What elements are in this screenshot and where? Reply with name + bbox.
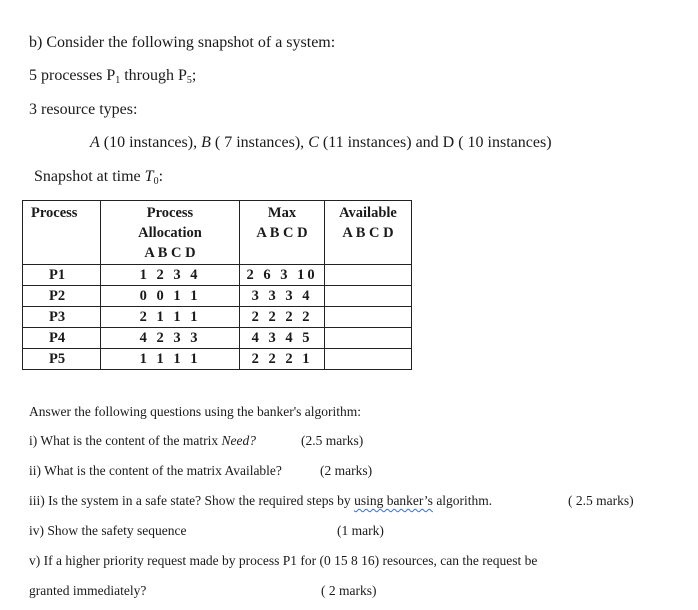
cell-max: 2 2 2 1 — [240, 349, 325, 370]
cell-process-text: P4 — [49, 330, 66, 346]
cell-process-text: P1 — [49, 267, 66, 283]
question-4: iv) Show the safety sequence — [29, 523, 187, 538]
cell-allocation: 4 2 3 3 — [101, 328, 240, 349]
cell-process-text: P5 — [49, 351, 66, 367]
question-5-continued: granted immediately? — [29, 583, 147, 598]
question-1-italic: Need? — [221, 433, 256, 448]
cell-allocation: 0 0 1 1 — [101, 286, 240, 307]
instances-c-letter: C — [308, 134, 319, 151]
cell-process — [23, 286, 101, 307]
processes-mid: through P — [120, 67, 187, 84]
question-3-tail: algorithm. — [432, 493, 493, 508]
question-2: ii) What is the content of the matrix Available? — [29, 463, 282, 478]
cell-max: 4 3 4 5 — [240, 328, 325, 349]
header-allocation-line2: Allocation — [138, 225, 202, 241]
table-row — [23, 286, 412, 307]
instances-line — [90, 134, 552, 152]
table-header-row — [23, 201, 412, 265]
cell-process — [23, 349, 101, 370]
resource-types-line — [29, 101, 137, 119]
header-allocation-line3: A B C D — [144, 245, 196, 261]
cell-available — [325, 286, 412, 307]
header-available-line1: Available — [339, 205, 397, 221]
header-allocation — [101, 201, 240, 265]
instances-a-letter: A — [90, 134, 100, 151]
part-b-label: b) Consider the following snapshot of a system: — [29, 34, 336, 51]
cell-available — [325, 349, 412, 370]
question-1 — [29, 433, 256, 449]
header-process-label: Process — [31, 205, 78, 221]
instances-a-text: (10 instances), — [99, 134, 202, 151]
questions-intro: Answer the following questions using the banker's algorithm: — [29, 404, 362, 419]
table-row — [23, 349, 412, 370]
question-2-marks: (2 marks) — [320, 463, 373, 478]
table-row — [23, 265, 412, 286]
cell-allocation: 2 1 1 1 — [101, 307, 240, 328]
cell-allocation: 1 1 1 1 — [101, 349, 240, 370]
cell-max: 2 6 3 10 — [240, 265, 325, 286]
snapshot-t: T — [144, 168, 154, 185]
header-available-line2: A B C D — [342, 225, 394, 241]
table-row — [23, 307, 412, 328]
question-5-marks: ( 2 marks) — [321, 583, 377, 598]
processes-line — [29, 67, 196, 85]
header-max-line1: Max — [267, 205, 297, 221]
resource-types-text: 3 resource types: — [29, 101, 138, 118]
snapshot-line — [34, 168, 163, 186]
snapshot-sub-0: 0 — [153, 176, 159, 187]
question-3-underlined: using banker’s — [354, 493, 433, 508]
cell-process — [23, 328, 101, 349]
snapshot-prefix: Snapshot at time — [34, 168, 145, 185]
question-3-marks: ( 2.5 marks) — [568, 493, 634, 508]
snapshot-table — [22, 200, 412, 370]
cell-available — [325, 265, 412, 286]
header-available — [325, 201, 412, 265]
question-1-marks: (2.5 marks) — [301, 433, 364, 448]
question-5: v) If a higher priority request made by process P1 for (0 15 8 16) resources, can the request be — [29, 553, 538, 568]
cell-process — [23, 265, 101, 286]
cell-process-text: P3 — [49, 309, 66, 325]
snapshot-suffix: : — [158, 168, 164, 185]
header-max — [240, 201, 325, 265]
cell-available — [325, 328, 412, 349]
cell-process — [23, 307, 101, 328]
header-allocation-line1: Process — [146, 205, 194, 221]
table-row — [23, 328, 412, 349]
cell-max: 3 3 3 4 — [240, 286, 325, 307]
instances-b-text: ( 7 instances), — [210, 134, 309, 151]
question-3-text: iii) Is the system in a safe state? Show the required steps by — [29, 493, 355, 508]
instances-c-text: (11 instances) and D ( 10 instances) — [318, 134, 552, 151]
part-b-heading — [29, 34, 335, 52]
cell-process-text: P2 — [49, 288, 66, 304]
processes-sub-5: 5 — [186, 75, 192, 86]
question-1-text: i) What is the content of the matrix — [29, 433, 222, 448]
processes-sub-1: 1 — [115, 75, 121, 86]
cell-available — [325, 307, 412, 328]
cell-allocation: 1 2 3 4 — [101, 265, 240, 286]
processes-suffix: ; — [191, 67, 197, 84]
header-process — [23, 201, 101, 265]
instances-b-letter: B — [201, 134, 211, 151]
header-max-line2: A B C D — [256, 225, 308, 241]
cell-max: 2 2 2 2 — [240, 307, 325, 328]
processes-prefix: 5 processes P — [29, 67, 116, 84]
question-3 — [29, 493, 492, 509]
question-4-marks: (1 mark) — [337, 523, 384, 538]
